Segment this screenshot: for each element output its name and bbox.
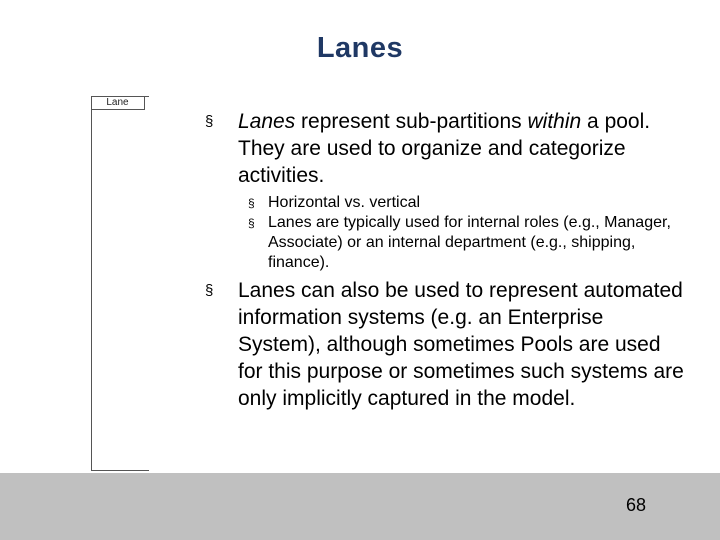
footer-bar	[0, 473, 720, 540]
bullet-icon: §	[248, 196, 255, 210]
sub-bullet-item	[205, 193, 685, 213]
slide-title: Lanes	[316, 32, 404, 64]
bullet-text-part: within	[527, 110, 582, 133]
bullet-text-part: represent sub-partitions	[295, 110, 528, 133]
bullet-text: Lanes can also be used to represent automated information systems (e.g. an Enterprise System), although sometimes Pools are used for this purpose or sometimes such systems are only implicitly captured in the model.	[238, 279, 684, 410]
sub-bullet-item	[205, 213, 685, 273]
lane-label: Lane	[91, 96, 145, 110]
page-number: 68	[626, 495, 647, 515]
bullet-content	[205, 108, 685, 416]
bullet-item-1	[205, 108, 685, 189]
bullet-text-part: a pool. They are used to organize and categorize activities.	[238, 110, 651, 187]
sub-bullet-list	[205, 193, 685, 273]
bullet-item-2	[205, 277, 685, 412]
sub-bullet-text: Lanes are typically used for internal roles (e.g., Manager, Associate) or an internal department (e.g., shipping, finance).	[268, 214, 671, 271]
bullet-text-part: Lanes	[238, 110, 296, 133]
bullet-icon: §	[205, 113, 214, 130]
lane-diagram	[91, 96, 149, 471]
bullet-icon: §	[205, 282, 214, 299]
sub-bullet-text: Horizontal vs. vertical	[268, 194, 421, 211]
bullet-icon: §	[248, 216, 255, 230]
